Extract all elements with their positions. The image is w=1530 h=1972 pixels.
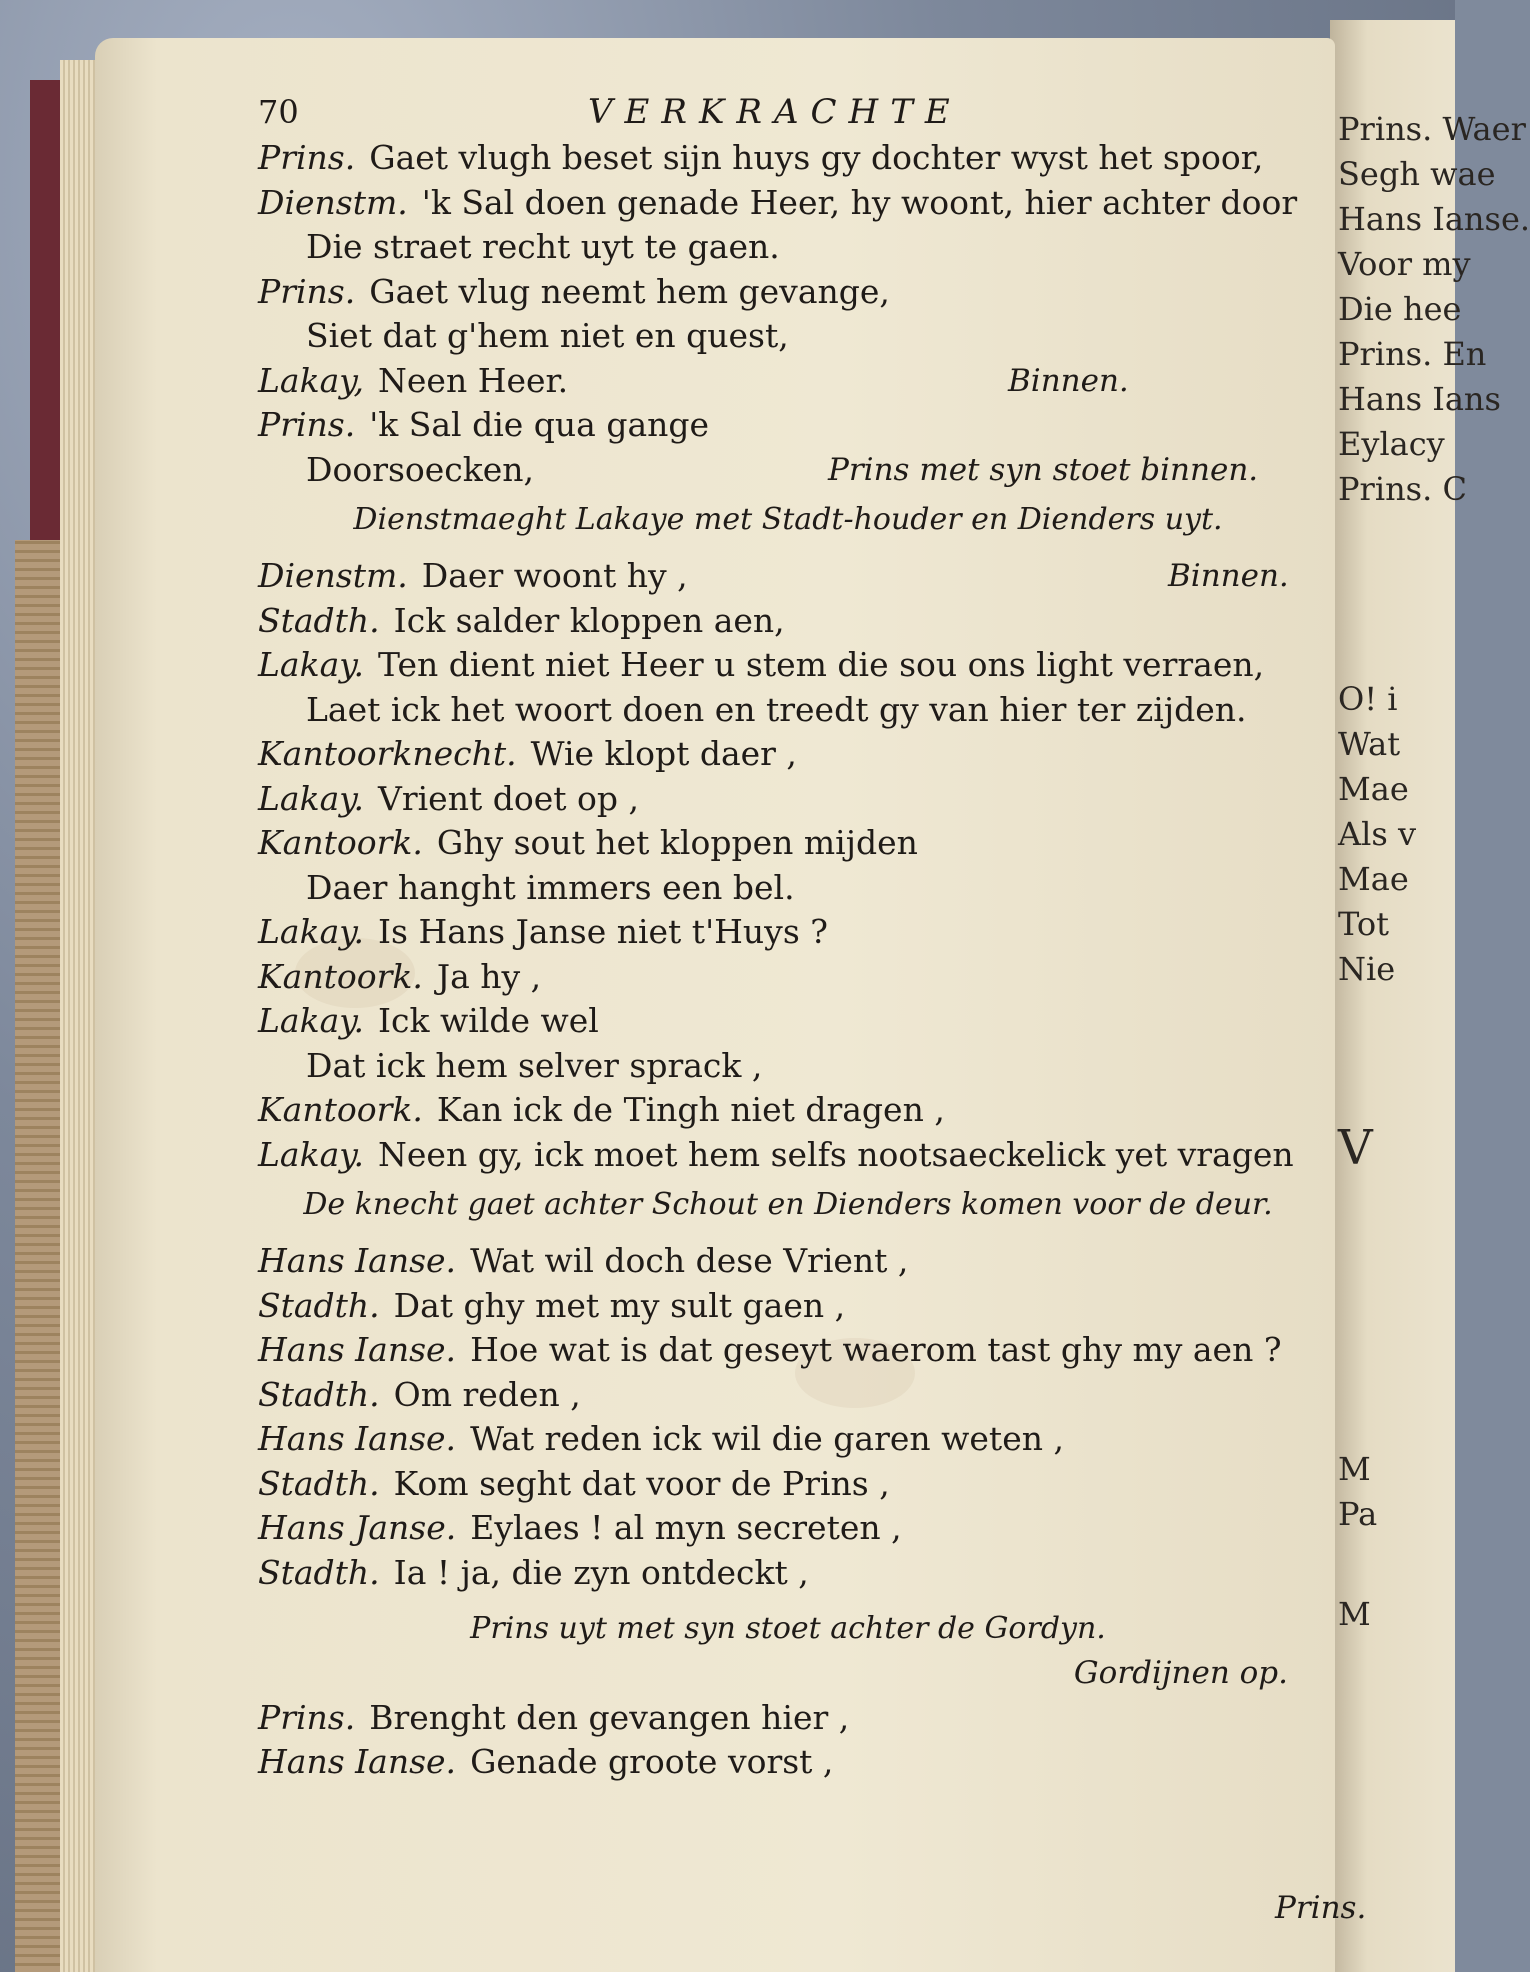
facing-line: Mae bbox=[1338, 860, 1409, 898]
speaker: Hans Ianse. bbox=[258, 1742, 457, 1781]
speaker: Kantoork. bbox=[258, 956, 423, 996]
dialogue-line bbox=[258, 1239, 1318, 1284]
line-text: Wie klopt daer , bbox=[530, 734, 797, 773]
line-text: Ja hy , bbox=[436, 956, 542, 996]
facing-line: Segh wae bbox=[1338, 155, 1496, 193]
line-text: Daer hanght immers een bel. bbox=[306, 867, 795, 907]
line-text: Wat wil doch dese Vrient , bbox=[470, 1241, 909, 1280]
line-text: Ghy sout het kloppen mijden bbox=[436, 823, 918, 862]
speaker: Hans Ianse. bbox=[258, 1330, 457, 1369]
line-text: Daer woont hy , bbox=[421, 556, 688, 595]
speaker: Hans Ianse. bbox=[258, 1419, 457, 1458]
dialogue-line bbox=[258, 554, 1318, 599]
dialogue-line bbox=[258, 1044, 1318, 1089]
line-text: Gaet vlugh beset sijn huys gy dochter wyst het spoor, bbox=[369, 138, 1264, 177]
facing-line: Als v bbox=[1338, 815, 1417, 853]
speaker: Prins. bbox=[258, 1697, 356, 1737]
dialogue-line bbox=[258, 1133, 1318, 1178]
line-text: Brenght den gevangen hier , bbox=[369, 1697, 850, 1737]
line-text: Om reden , bbox=[393, 1374, 581, 1414]
facing-line: Pa bbox=[1338, 1495, 1378, 1533]
line-text: Ick salder kloppen aen, bbox=[393, 600, 785, 640]
speaker: Prins. bbox=[258, 138, 356, 177]
dialogue-line bbox=[258, 1284, 1318, 1329]
line-text: 'k Sal die qua gange bbox=[369, 405, 710, 444]
facing-line: Voor my bbox=[1338, 245, 1471, 283]
dialogue-line bbox=[258, 821, 1318, 866]
dialogue-line bbox=[258, 314, 1318, 359]
facing-line: Wat bbox=[1338, 725, 1401, 763]
dialogue-line bbox=[258, 1740, 1318, 1785]
line-text: Wat reden ick wil die garen weten , bbox=[470, 1419, 1064, 1458]
speaker: Kantoorknecht. bbox=[258, 734, 517, 773]
stage-direction: Prins uyt met syn stoet achter de Gordyn. bbox=[470, 1611, 1106, 1646]
speaker: Dienstm. bbox=[258, 182, 408, 222]
line-text: Kan ick de Tingh niet dragen , bbox=[436, 1090, 945, 1129]
speaker: Stadth. bbox=[258, 1552, 380, 1592]
speaker: Stadth. bbox=[258, 600, 380, 640]
line-text: 'k Sal doen genade Heer, hy woont, hier achter door bbox=[421, 182, 1298, 222]
speaker: Stadth. bbox=[258, 1463, 380, 1503]
page-number: 70 bbox=[258, 93, 299, 131]
dialogue-line bbox=[258, 955, 1318, 1000]
dialogue-line bbox=[258, 999, 1318, 1044]
facing-line: Prins. Waer bbox=[1338, 110, 1526, 148]
facing-line: Prins. C bbox=[1338, 470, 1467, 508]
catchword: Prins. bbox=[1275, 1890, 1367, 1926]
speaker: Lakay. bbox=[258, 1001, 365, 1040]
facing-line: Eylacy bbox=[1338, 425, 1445, 463]
facing-line: Nie bbox=[1338, 950, 1396, 988]
dialogue-line bbox=[258, 910, 1318, 955]
speaker: Hans Janse. bbox=[258, 1508, 457, 1547]
line-text: Genade groote vorst , bbox=[470, 1742, 834, 1781]
line-text: Neen gy, ick moet hem selfs nootsaeckelick yet vragen bbox=[378, 1134, 1294, 1174]
line-text: Doorsoecken, bbox=[306, 449, 535, 489]
speaker: Lakay. bbox=[258, 912, 365, 951]
facing-line: Hans Ians bbox=[1338, 380, 1501, 418]
line-text: Dat ick hem selver sprack , bbox=[306, 1045, 763, 1085]
facing-page bbox=[1330, 20, 1530, 1972]
dialogue-line bbox=[258, 1551, 1318, 1596]
dialogue-line bbox=[258, 866, 1318, 911]
speaker: Lakay, bbox=[258, 360, 365, 400]
speaker: Kantoork. bbox=[258, 1090, 423, 1129]
line-text: Neen Heer. bbox=[378, 360, 569, 400]
page-text bbox=[258, 92, 1318, 1785]
facing-line: V bbox=[1338, 1120, 1373, 1176]
dialogue-line bbox=[258, 643, 1318, 688]
stage-direction: De knecht gaet achter Schout en Dienders komen voor de deur. bbox=[303, 1187, 1273, 1222]
speaker: Lakay. bbox=[258, 778, 365, 818]
speaker: Dienstm. bbox=[258, 556, 408, 595]
dialogue-line bbox=[258, 1088, 1318, 1133]
dialogue-line bbox=[258, 599, 1318, 644]
line-text: Ten dient niet Heer u stem die sou ons light verraen, bbox=[378, 645, 1265, 684]
facing-line: Die hee bbox=[1338, 290, 1462, 328]
speaker: Hans Ianse. bbox=[258, 1241, 457, 1280]
speaker: Kantoork. bbox=[258, 823, 423, 862]
speaker: Stadth. bbox=[258, 1374, 380, 1414]
stage-direction: Gordijnen op. bbox=[1073, 1655, 1288, 1691]
dialogue-line bbox=[258, 1373, 1318, 1418]
speaker: Prins. bbox=[258, 271, 356, 311]
line-text: Kom seght dat voor de Prins , bbox=[393, 1463, 890, 1503]
line-text: Dat ghy met my sult gaen , bbox=[393, 1285, 846, 1325]
dialogue-line bbox=[258, 777, 1318, 822]
line-text: Hoe wat is dat geseyt waerom tast ghy my aen ? bbox=[470, 1330, 1282, 1369]
line-text: Gaet vlug neemt hem gevange, bbox=[369, 271, 890, 311]
speaker: Stadth. bbox=[258, 1285, 380, 1325]
dialogue-line bbox=[258, 732, 1318, 777]
facing-line: Tot bbox=[1338, 905, 1389, 943]
line-text: Ia ! ja, die zyn ontdeckt , bbox=[393, 1552, 809, 1592]
dialogue-line bbox=[258, 359, 1318, 404]
facing-line: Mae bbox=[1338, 770, 1409, 808]
running-head: VERKRACHTE bbox=[588, 92, 962, 132]
dialogue-line bbox=[258, 403, 1318, 448]
line-text: Is Hans Janse niet t'Huys ? bbox=[378, 912, 828, 951]
dialogue-line bbox=[258, 270, 1318, 315]
line-text: Ick wilde wel bbox=[378, 1001, 599, 1040]
dialogue-line bbox=[258, 1328, 1318, 1373]
dialogue-line bbox=[258, 688, 1318, 733]
line-text: Laet ick het woort doen en treedt gy van hier ter zijden. bbox=[306, 689, 1247, 729]
stage-note: Prins met syn stoet binnen. bbox=[828, 451, 1259, 488]
line-text: Die straet recht uyt te gaen. bbox=[306, 227, 780, 266]
stage-note: Binnen. bbox=[1168, 558, 1289, 594]
facing-line: O! i bbox=[1338, 680, 1398, 718]
facing-line: M bbox=[1338, 1450, 1371, 1488]
dialogue-line bbox=[258, 1506, 1318, 1551]
speaker: Prins. bbox=[258, 405, 356, 444]
facing-line: Hans Ianse. bbox=[1338, 200, 1530, 238]
dialogue-line bbox=[258, 181, 1318, 226]
line-text: Siet dat g'hem niet en quest, bbox=[306, 316, 789, 355]
dialogue-line bbox=[258, 136, 1318, 181]
page-header bbox=[258, 92, 1318, 136]
dialogue-line bbox=[258, 1696, 1318, 1741]
dialogue-line bbox=[258, 448, 1318, 493]
facing-line: Prins. En bbox=[1338, 335, 1487, 373]
facing-line: M bbox=[1338, 1595, 1371, 1633]
dialogue-line bbox=[258, 1417, 1318, 1462]
speaker: Lakay. bbox=[258, 1134, 365, 1174]
stage-direction: Dienstmaeght Lakaye met Stadt-houder en Dienders uyt. bbox=[353, 502, 1223, 537]
dialogue-line bbox=[258, 225, 1318, 270]
dialogue-line bbox=[258, 1462, 1318, 1507]
stage-note: Binnen. bbox=[1008, 362, 1129, 399]
speaker: Lakay. bbox=[258, 645, 365, 684]
line-text: Eylaes ! al myn secreten , bbox=[470, 1508, 902, 1547]
line-text: Vrient doet op , bbox=[378, 778, 639, 818]
